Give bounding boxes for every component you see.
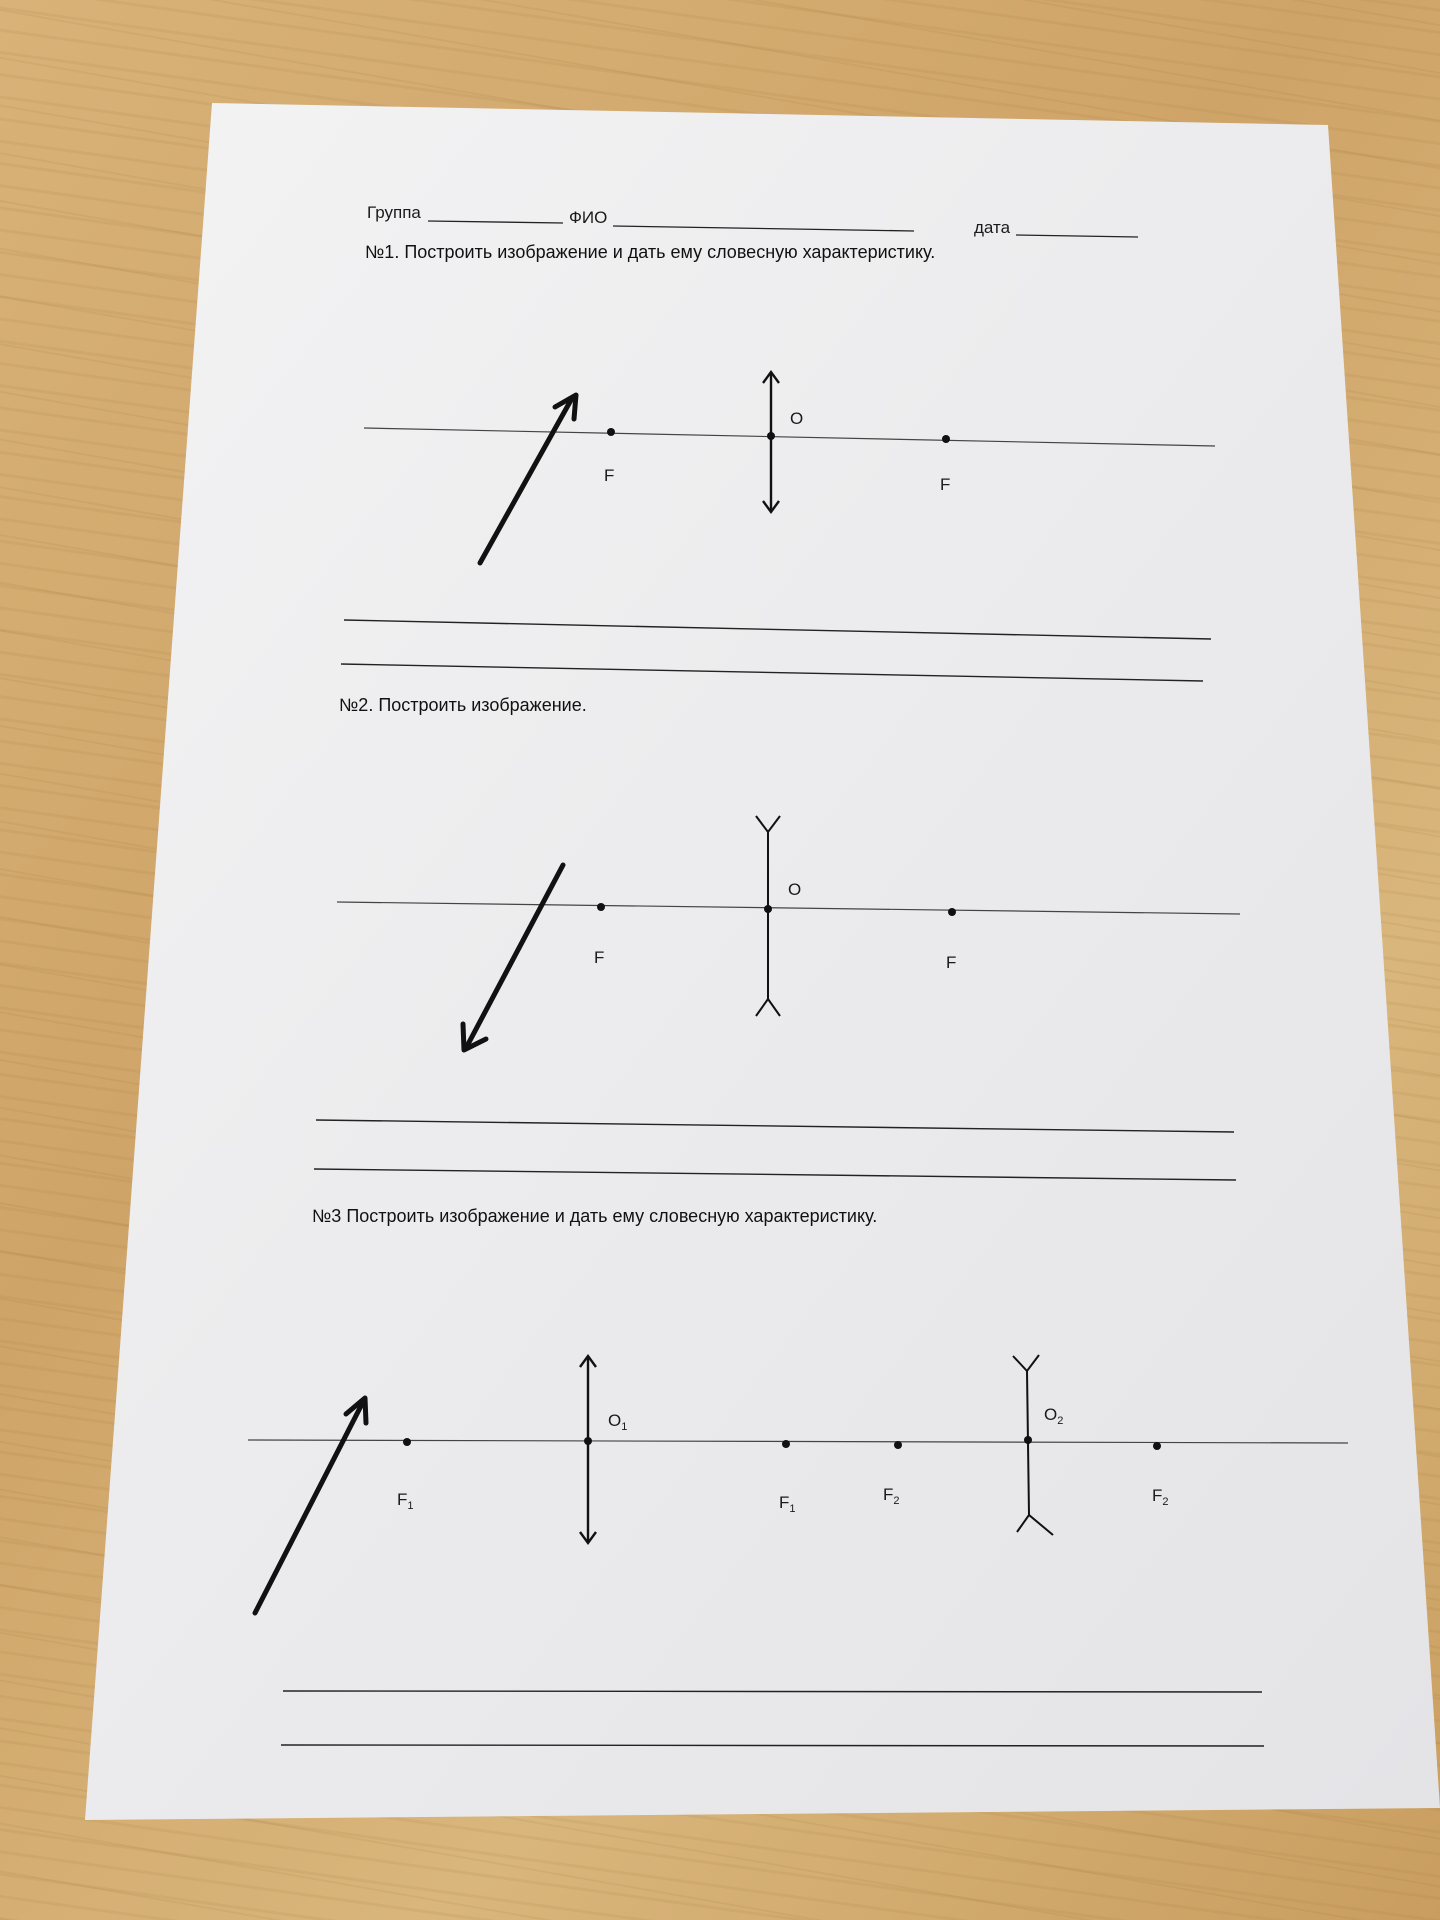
name-label: ФИО	[569, 208, 608, 227]
paper-sheet	[85, 103, 1440, 1820]
task-2-title: №2. Построить изображение.	[339, 695, 587, 715]
task-3-f2-left-point	[894, 1441, 902, 1449]
task-3-f2-right-point	[1153, 1442, 1161, 1450]
task-3-lens-1-center-label: $O_1$	[608, 1411, 628, 1433]
task-1-focus-right-point	[942, 435, 950, 443]
task-3-f2-left-label: $F_2$	[883, 1485, 900, 1507]
task-2-lens-center-label: O	[788, 880, 802, 899]
task-3-f1-left-label: $F_1$	[397, 1490, 414, 1512]
task-3-lens-2-center-point	[1024, 1436, 1032, 1444]
task-3-lens-2-center-label: $O_2$	[1044, 1405, 1064, 1427]
task-1-focus-left-label: F	[604, 466, 615, 485]
task-3-f1-right-point	[782, 1440, 790, 1448]
task-2-focus-right-label: F	[946, 953, 957, 972]
task-3-f2-right-label: $F_2$	[1152, 1486, 1169, 1508]
task-3-f1-left-point	[403, 1438, 411, 1446]
task-2-focus-right-point	[948, 908, 956, 916]
task-3-f1-right-label: $F_1$	[779, 1493, 796, 1515]
task-1-title: №1. Построить изображение и дать ему словесную характеристику.	[365, 242, 936, 262]
task-1-focus-right-label: F	[940, 475, 951, 494]
task-1-focus-left-point	[607, 428, 615, 436]
group-label: Группа	[367, 203, 421, 222]
task-3-title: №3 Построить изображение и дать ему словесную характеристику.	[312, 1206, 878, 1226]
task-1-lens-center-label: O	[790, 409, 804, 428]
date-label: дата	[974, 218, 1011, 237]
task-2-focus-left-label: F	[594, 948, 605, 967]
task-2-focus-left-point	[597, 903, 605, 911]
task-3-lens-1-center-point	[584, 1437, 592, 1445]
task-2-lens-center-point	[764, 905, 772, 913]
task-1-lens-center-point	[767, 432, 775, 440]
